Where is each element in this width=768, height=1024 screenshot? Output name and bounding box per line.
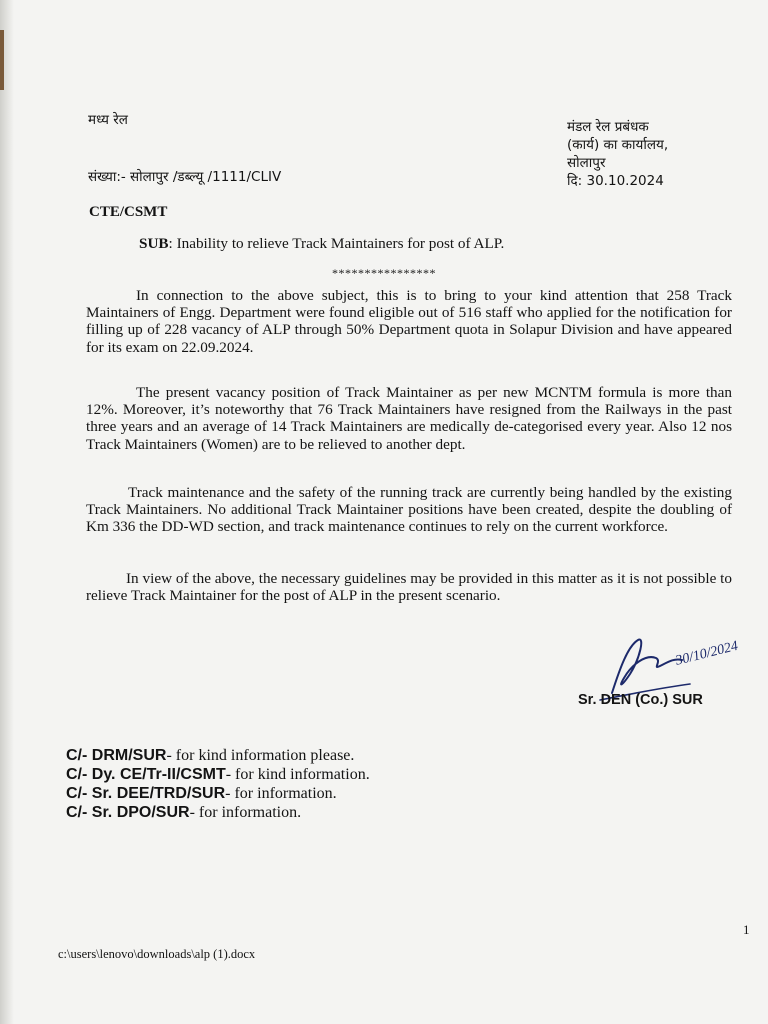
paragraph-2 xyxy=(86,384,732,453)
subject-label: SUB xyxy=(139,235,169,252)
org-name: मध्य रेल xyxy=(88,112,128,128)
paragraph-4 xyxy=(86,570,732,604)
paragraph-4-text: In view of the above, the necessary guidelines may be provided in this matter as it is not possible to relieve Track Maintainer for the post of ALP in the present scenario. xyxy=(86,570,732,605)
copy-line-2 xyxy=(66,766,370,784)
copy-line-1 xyxy=(66,747,354,765)
office-line-1: मंडल रेल प्रबंधक xyxy=(567,119,649,135)
paragraph-3-text: Track maintenance and the safety of the running track are currently being handled by the existing Track Maintainers. No additional Track Maintainer positions have been created, despite the doubling of Km 336 the DD-WD section, and track maintenance continues to rely on the current workforce. xyxy=(86,484,732,536)
handwritten-date: 30/10/2024 xyxy=(674,638,740,669)
copy-prefix: C/- xyxy=(66,766,92,783)
separator: **************** xyxy=(332,266,436,280)
copy-line-4 xyxy=(66,804,301,822)
copy-line-3 xyxy=(66,785,337,803)
page-edge-mark xyxy=(0,30,4,90)
paragraph-2-text: The present vacancy position of Track Maintainer as per new MCNTM formula is more than 12%. Moreover, it’s noteworthy that 76 Track Maintainers have resigned from the Railways in the past three years and an average of 14 Track Maintainers are medically de-categorised every year. Also 12 nos Track Maintainers (Women) are to be relieved to another dept. xyxy=(86,384,732,453)
copy-prefix: C/- xyxy=(66,785,92,802)
office-line-3: सोलापुर xyxy=(567,155,606,171)
file-path: c:\users\lenovo\downloads\alp (1).docx xyxy=(58,947,256,961)
copy-note: - for kind information. xyxy=(225,766,370,783)
copy-recipient: Sr. DEE/TRD/SUR xyxy=(91,785,226,802)
signatory-designation: Sr. DEN (Co.) SUR xyxy=(578,692,703,708)
page-edge-shadow xyxy=(0,0,14,1024)
copy-note: - for information. xyxy=(189,804,302,821)
page-number: 1 xyxy=(743,922,750,937)
copy-prefix: C/- xyxy=(66,804,92,821)
addressee: CTE/CSMT xyxy=(89,204,168,220)
copy-note: - for kind information please. xyxy=(166,747,355,764)
paragraph-3 xyxy=(86,484,732,536)
office-line-2: (कार्य) का कार्यालय, xyxy=(567,137,669,153)
copy-note: - for information. xyxy=(225,785,337,802)
paragraph-1 xyxy=(86,287,732,356)
letter-date: दि: 30.10.2024 xyxy=(567,173,664,189)
copy-prefix: C/- xyxy=(66,747,92,764)
subject-text: : Inability to relieve Track Maintainers for post of ALP. xyxy=(168,235,505,252)
reference-number: संख्या:- सोलापुर /डब्ल्यू /1111/CLIV xyxy=(88,169,282,185)
copy-recipient: Dy. CE/Tr-II/CSMT xyxy=(91,766,226,783)
copy-recipient: Sr. DPO/SUR xyxy=(91,804,190,821)
paragraph-1-text: In connection to the above subject, this is to bring to your kind attention that 258 Track Maintainers of Engg. Department were found eligible out of 516 staff who applied for the notification for filling up of 228 vacancy of ALP through 50% Department quota in Solapur Division and have appeared for its exam on 22.09.2024. xyxy=(86,287,732,356)
copy-recipient: DRM/SUR xyxy=(91,747,167,764)
subject-line xyxy=(139,235,504,253)
